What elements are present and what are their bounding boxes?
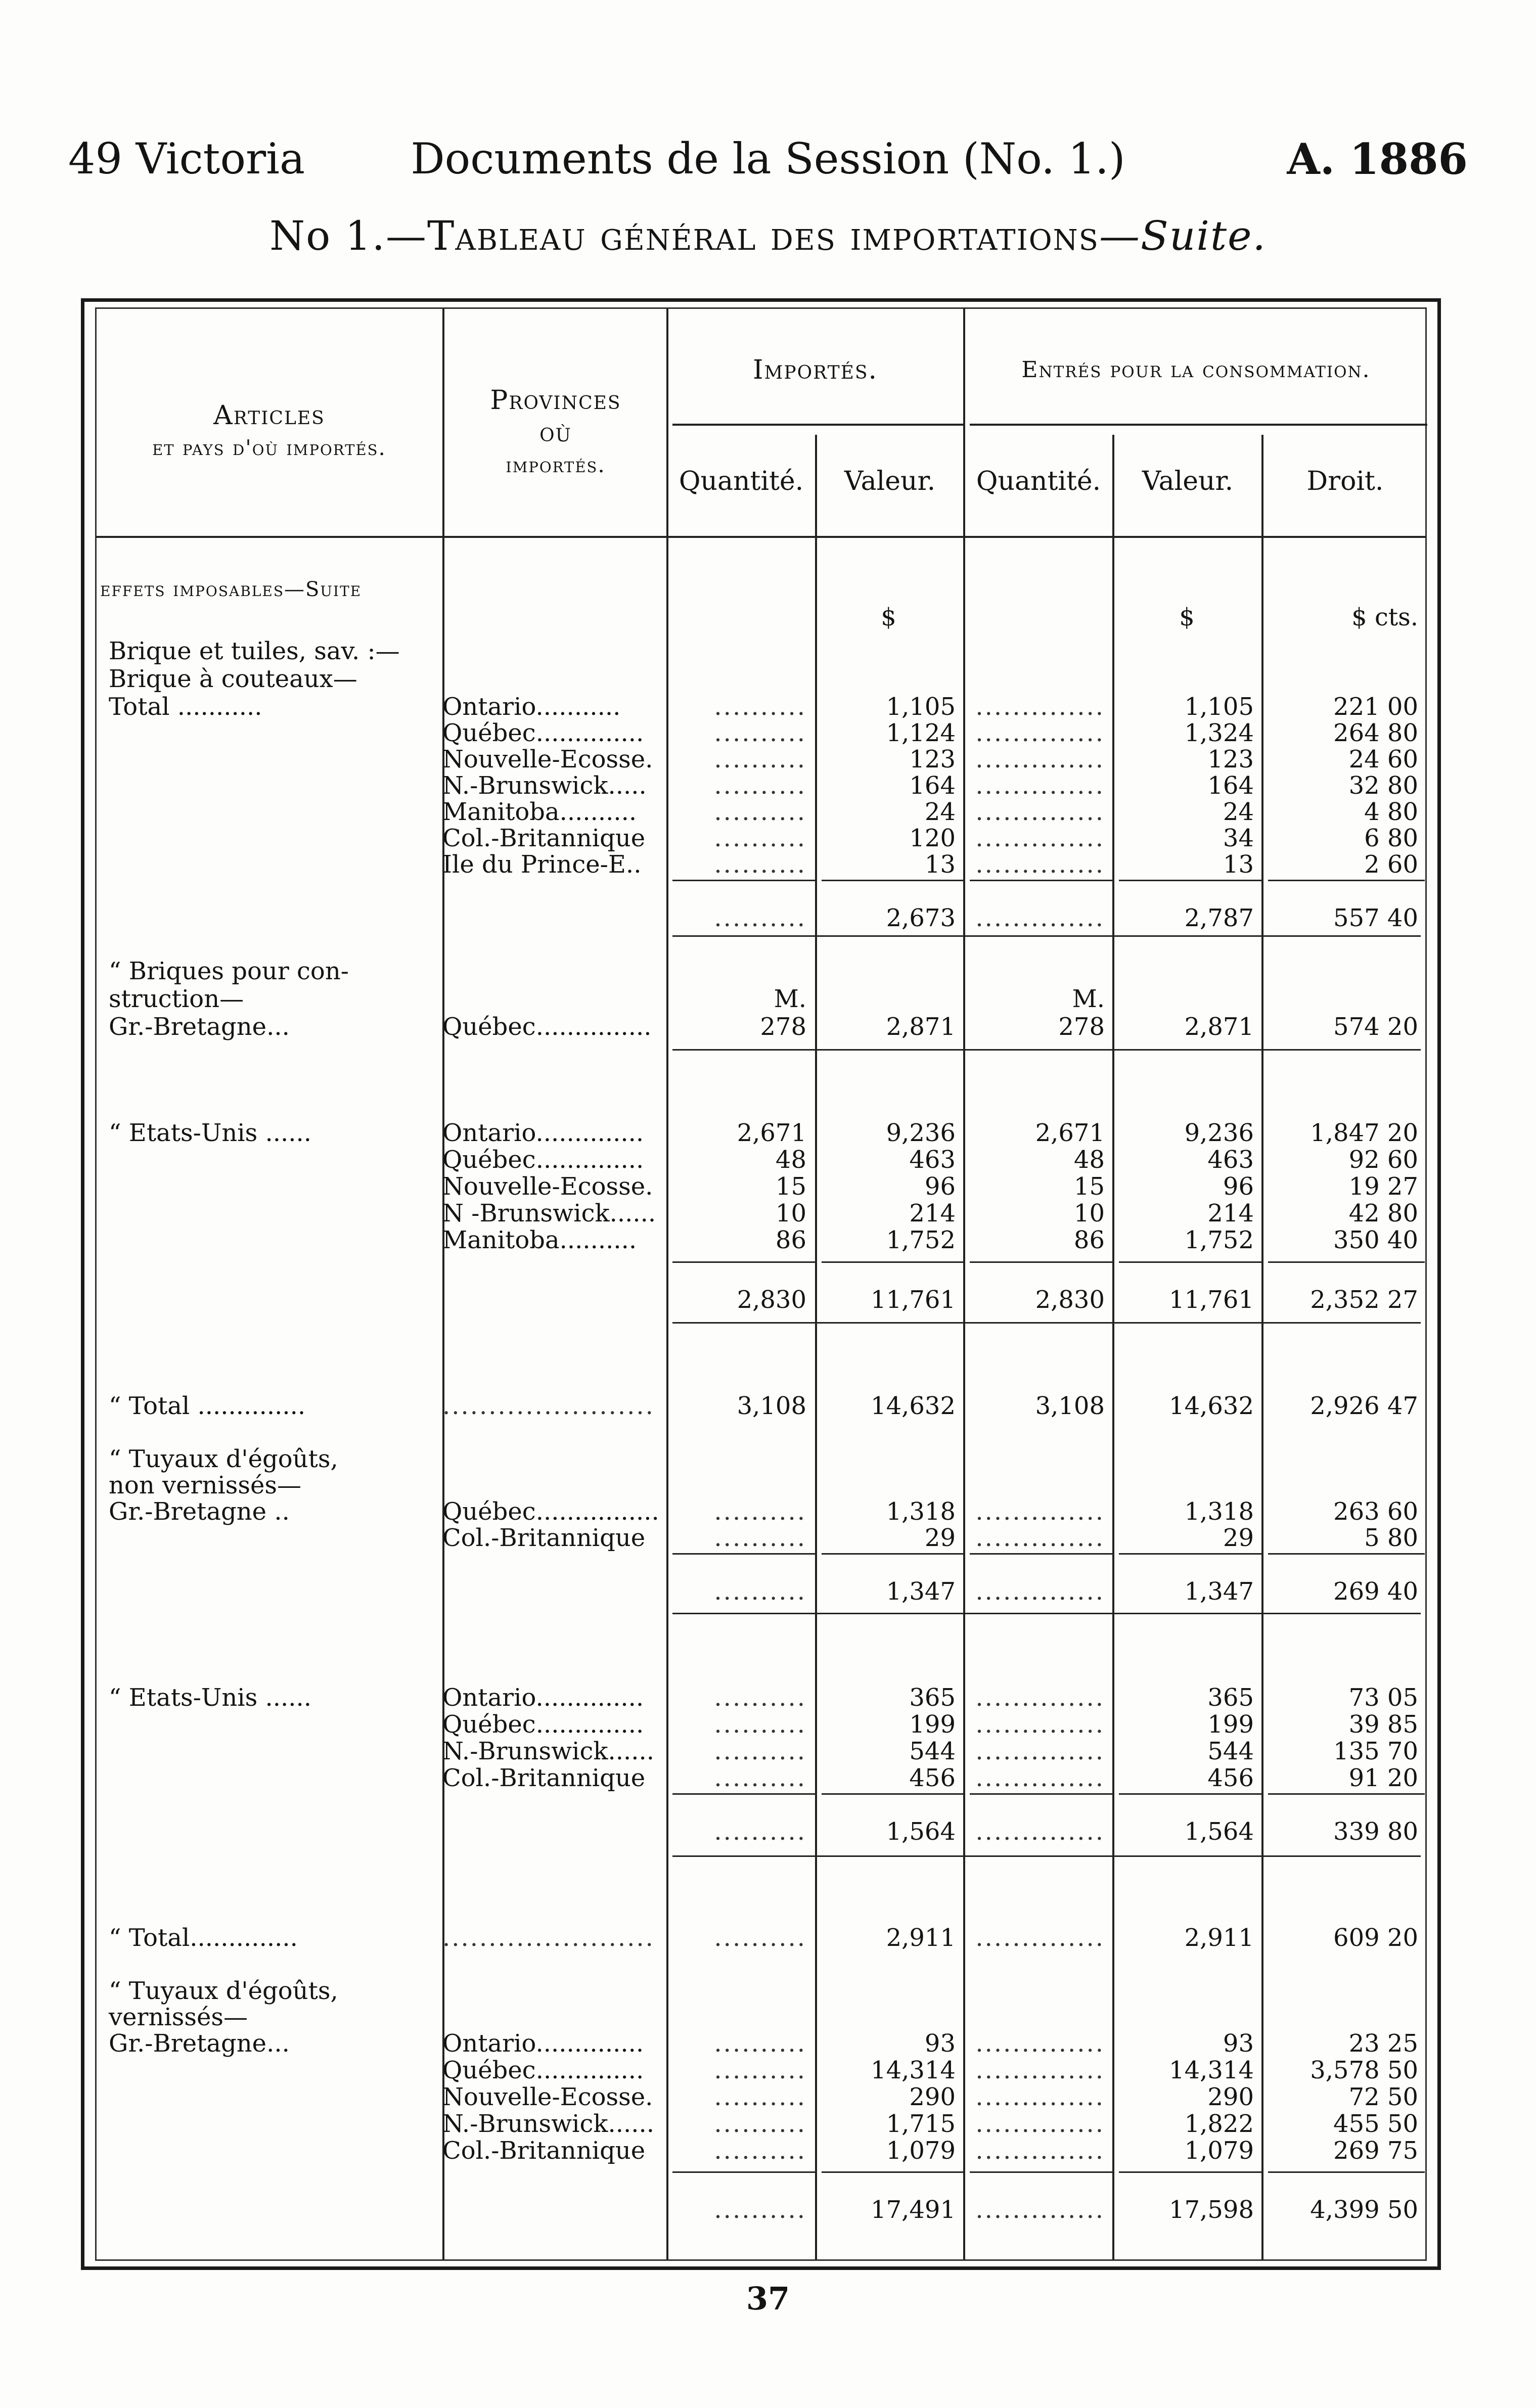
cell-d: 264 80	[1333, 719, 1418, 747]
header-center: Documents de la Session (No. 1.)	[411, 134, 1125, 184]
table-row	[0, 773, 1536, 799]
table-row	[0, 694, 1536, 720]
cell-q: ..........	[714, 1764, 806, 1792]
cell-art: “ Total..............	[109, 1924, 298, 1952]
cell-q: ..........	[714, 1684, 806, 1712]
cell-eq: ..............	[975, 1924, 1105, 1952]
cell-ev: 2,911	[1184, 1924, 1254, 1952]
cell-d: 269 75	[1333, 2137, 1418, 2165]
cell-eq: 2,671	[1035, 1119, 1105, 1147]
cell-v: 96	[924, 1172, 956, 1201]
unit-valeur: $	[881, 603, 896, 631]
cell-d: 135 70	[1333, 1737, 1418, 1765]
section-label: effets imposables—Suite	[100, 578, 362, 601]
cell-q: 10	[775, 1199, 806, 1228]
cell-ev: 123	[1207, 745, 1254, 774]
cell-d: 19 27	[1348, 1172, 1418, 1201]
cell-q: 48	[775, 1146, 806, 1174]
cell-d: 574 20	[1333, 1013, 1418, 1041]
cell-q: ..........	[714, 1577, 806, 1606]
table-row	[0, 986, 1536, 1012]
cell-prov: Col.-Britannique	[442, 2137, 646, 2165]
title-suffix: —Suite.	[1099, 212, 1267, 259]
table-row	[0, 666, 1536, 692]
cell-ev: 9,236	[1184, 1119, 1254, 1147]
cell-eq: ..............	[975, 719, 1105, 747]
cell-d: 72 50	[1348, 2083, 1418, 2111]
col-valeur: Valeur.	[844, 466, 936, 496]
cell-eq: ..............	[975, 693, 1105, 721]
cell-q: ..........	[714, 719, 806, 747]
cell-eq: 15	[1073, 1172, 1105, 1201]
cell-prov: Col.-Britannique	[442, 1524, 646, 1552]
cell-eq: ..............	[975, 798, 1105, 826]
cell-ev: 11,761	[1169, 1286, 1254, 1314]
cell-d: 221 00	[1333, 693, 1418, 721]
cell-ev: 199	[1207, 1710, 1254, 1739]
cell-q: 15	[775, 1172, 806, 1201]
cell-ev: 1,564	[1184, 1818, 1254, 1846]
cell-ev: 24	[1223, 798, 1254, 826]
cell-ev: 14,314	[1169, 2056, 1254, 2084]
subtotal-rule	[672, 1553, 815, 1555]
cell-d: 39 85	[1348, 1710, 1418, 1739]
cell-q: ..........	[714, 2196, 806, 2224]
cell-v: 544	[909, 1737, 956, 1765]
cell-v: 1,347	[886, 1577, 956, 1606]
cell-d: 23 25	[1348, 2029, 1418, 2058]
unit-droit: $ cts.	[1351, 603, 1418, 631]
cell-prov: .......................	[442, 1392, 655, 1420]
cell-prov: Québec................	[442, 1497, 659, 1526]
cell-art: “ Tuyaux d'égoûts,	[109, 1977, 338, 2005]
cell-prov: Nouvelle-Ecosse.	[442, 2083, 653, 2111]
cell-v: 456	[909, 1764, 956, 1792]
cell-eq: ..............	[975, 745, 1105, 774]
table-row	[0, 1765, 1536, 1791]
cell-art: non vernissés—	[109, 1471, 302, 1500]
col-valeur2: Valeur.	[1142, 466, 1234, 496]
cell-v: 14,314	[871, 2056, 956, 2084]
subtotal-rule	[1268, 1553, 1425, 1555]
cell-prov: Ontario..............	[442, 2029, 644, 2058]
table-row	[0, 1685, 1536, 1711]
cell-d: 2,926 47	[1310, 1392, 1418, 1420]
cell-v: 29	[924, 1524, 956, 1552]
header-left: 49 Victoria	[68, 134, 305, 184]
subtotal-rule	[1119, 880, 1261, 881]
cell-q: ..........	[714, 693, 806, 721]
cell-q: ..........	[714, 745, 806, 774]
cell-q: ..........	[714, 2110, 806, 2138]
cell-eq: ..............	[975, 1577, 1105, 1606]
cell-ev: 1,318	[1184, 1497, 1254, 1526]
table-row	[0, 1446, 1536, 1472]
group-rule	[672, 1049, 1421, 1051]
cell-d: 42 80	[1348, 1199, 1418, 1228]
table-row	[0, 746, 1536, 773]
subtotal-rule	[970, 880, 1112, 881]
cell-ev: 17,598	[1169, 2196, 1254, 2224]
subtotal-rule	[1268, 1793, 1425, 1795]
cell-ev: 14,632	[1169, 1392, 1254, 1420]
cell-q: ..........	[714, 1737, 806, 1765]
cell-d: 269 40	[1333, 1577, 1418, 1606]
table-row	[0, 1014, 1536, 1040]
table-row	[0, 799, 1536, 825]
table-row	[0, 720, 1536, 746]
subtotal-rule	[672, 1793, 815, 1795]
cell-prov: Québec...............	[442, 1013, 652, 1041]
subtotal-rule	[822, 2171, 964, 2173]
subtotal-rule	[970, 1261, 1112, 1263]
table-row	[0, 1819, 1536, 1845]
subtotal-rule	[1268, 2171, 1425, 2173]
group-rule	[672, 1855, 1421, 1857]
group-rule	[672, 935, 1421, 937]
cell-ev: 365	[1207, 1684, 1254, 1712]
cell-v: 2,673	[886, 904, 956, 932]
cell-eq: ..............	[975, 771, 1105, 800]
cell-v: 1,105	[886, 693, 956, 721]
cell-eq: ..............	[975, 1818, 1105, 1846]
cell-q: 278	[760, 1013, 806, 1041]
col-droit: Droit.	[1306, 466, 1384, 496]
cell-d: 91 20	[1348, 1764, 1418, 1792]
table-row	[0, 1200, 1536, 1226]
table-row	[0, 2030, 1536, 2057]
cell-prov: N.-Brunswick......	[442, 2110, 655, 2138]
table-row	[0, 1925, 1536, 1951]
subtotal-rule	[822, 880, 964, 881]
cell-q: ..........	[714, 1524, 806, 1552]
cell-ev: 1,324	[1184, 719, 1254, 747]
cell-prov: Ontario..............	[442, 1119, 644, 1147]
cell-v: 9,236	[886, 1119, 956, 1147]
cell-art: struction—	[109, 985, 244, 1013]
cell-q: ..........	[714, 2056, 806, 2084]
col-provinces-l3: importés.	[506, 452, 606, 477]
cell-v: 13	[924, 850, 956, 879]
table-row	[0, 638, 1536, 664]
table-row	[0, 2084, 1536, 2110]
cell-v: 365	[909, 1684, 956, 1712]
cell-eq: 48	[1073, 1146, 1105, 1174]
cell-ev: 93	[1223, 2029, 1254, 2058]
subtotal-rule	[1119, 1793, 1261, 1795]
col-articles-l1: Articles	[213, 400, 325, 431]
cell-d: 455 50	[1333, 2110, 1418, 2138]
cell-art: Brique à couteaux—	[109, 665, 357, 693]
cell-v: 1,124	[886, 719, 956, 747]
col-importes: Importés.	[752, 355, 878, 385]
cell-art: “ Tuyaux d'égoûts,	[109, 1445, 338, 1473]
subtotal-rule	[672, 880, 815, 881]
cell-v: 1,564	[886, 1818, 956, 1846]
cell-v: 199	[909, 1710, 956, 1739]
cell-q: ..........	[714, 1924, 806, 1952]
cell-prov: Nouvelle-Ecosse.	[442, 1172, 653, 1201]
cell-q: ..........	[714, 798, 806, 826]
cell-eq: 2,830	[1035, 1286, 1105, 1314]
unit-valeur2: $	[1179, 603, 1195, 631]
cell-ev: 164	[1207, 771, 1254, 800]
cell-art: Gr.-Bretagne...	[109, 1013, 290, 1041]
table-row	[0, 1498, 1536, 1525]
cell-v: 214	[909, 1199, 956, 1228]
cell-v: 164	[909, 771, 956, 800]
cell-ev: 1,079	[1184, 2137, 1254, 2165]
cell-q: ..........	[714, 2137, 806, 2165]
cell-d: 32 80	[1348, 771, 1418, 800]
cell-ev: 2,871	[1184, 1013, 1254, 1041]
cell-eq: 278	[1058, 1013, 1105, 1041]
cell-ev: 29	[1223, 1524, 1254, 1552]
table-row	[0, 825, 1536, 851]
cell-q: 2,671	[737, 1119, 806, 1147]
table-row	[0, 1147, 1536, 1173]
subtotal-rule	[1268, 1261, 1425, 1263]
table-row	[0, 1472, 1536, 1498]
col-entres: Entrés pour la consommation.	[1021, 357, 1371, 383]
cell-v: 2,911	[886, 1924, 956, 1952]
table-row	[0, 1978, 1536, 2004]
cell-ev: 13	[1223, 850, 1254, 879]
cell-v: 123	[909, 745, 956, 774]
cell-eq: 3,108	[1035, 1392, 1105, 1420]
cell-eq: ..............	[975, 1764, 1105, 1792]
cell-prov: Manitoba..........	[442, 1226, 637, 1254]
cell-art: Brique et tuiles, sav. :—	[109, 637, 400, 665]
cell-eq: ..............	[975, 1497, 1105, 1526]
table-row	[0, 905, 1536, 931]
cell-d: 1,847 20	[1310, 1119, 1418, 1147]
cell-d: 339 80	[1333, 1818, 1418, 1846]
cell-eq: ..............	[975, 2137, 1105, 2165]
col-articles-l2: et pays d'où importés.	[152, 435, 386, 460]
subtotal-rule	[672, 2171, 815, 2173]
cell-prov: N -Brunswick......	[442, 1199, 656, 1228]
cell-d: 5 80	[1364, 1524, 1418, 1552]
subtotal-rule	[1119, 2171, 1261, 2173]
table-row	[0, 1173, 1536, 1200]
cell-eq: ..............	[975, 824, 1105, 852]
cell-v: 17,491	[871, 2196, 956, 2224]
table-row	[0, 2138, 1536, 2164]
cell-ev: 290	[1207, 2083, 1254, 2111]
col-provinces-l2: où	[539, 418, 572, 448]
cell-art: Total ...........	[109, 693, 262, 721]
cell-q: 2,830	[737, 1286, 806, 1314]
cell-v: 1,318	[886, 1497, 956, 1526]
table-row	[0, 2057, 1536, 2083]
table-row	[0, 958, 1536, 984]
cell-art: “ Etats-Unis ......	[109, 1119, 312, 1147]
page-number: 37	[746, 2280, 790, 2317]
cell-v: 1,079	[886, 2137, 956, 2165]
cell-d: 557 40	[1333, 904, 1418, 932]
cell-v: 120	[909, 824, 956, 852]
table-row	[0, 2197, 1536, 2223]
cell-q: 3,108	[737, 1392, 806, 1420]
cell-art: vernissés—	[109, 2003, 248, 2031]
cell-q: ..........	[714, 1818, 806, 1846]
col-quantite2: Quantité.	[976, 466, 1101, 496]
cell-v: 11,761	[871, 1286, 956, 1314]
cell-v: 1,752	[886, 1226, 956, 1254]
group-rule	[672, 1322, 1421, 1324]
table-row	[0, 1120, 1536, 1146]
cell-q: 86	[775, 1226, 806, 1254]
cell-d: 92 60	[1348, 1146, 1418, 1174]
table-row	[0, 1393, 1536, 1419]
subtotal-rule	[1119, 1261, 1261, 1263]
cell-ev: 1,752	[1184, 1226, 1254, 1254]
cell-ev: 34	[1223, 824, 1254, 852]
cell-d: 350 40	[1333, 1226, 1418, 1254]
cell-eq: 10	[1073, 1199, 1105, 1228]
cell-v: 2,871	[886, 1013, 956, 1041]
cell-prov: Manitoba..........	[442, 798, 637, 826]
cell-q: ..........	[714, 904, 806, 932]
cell-eq: ..............	[975, 850, 1105, 879]
cell-prov: Ile du Prince-E..	[442, 850, 642, 879]
subtotal-rule	[1119, 1553, 1261, 1555]
table-row	[0, 1578, 1536, 1605]
cell-ev: 1,105	[1184, 693, 1254, 721]
cell-d: 609 20	[1333, 1924, 1418, 1952]
cell-eq: M.	[1072, 985, 1105, 1013]
cell-v: 1,715	[886, 2110, 956, 2138]
subtotal-rule	[822, 1553, 964, 1555]
cell-art: “ Etats-Unis ......	[109, 1684, 312, 1712]
cell-ev: 544	[1207, 1737, 1254, 1765]
cell-prov: Ontario...........	[442, 693, 621, 721]
cell-art: Gr.-Bretagne...	[109, 2029, 290, 2058]
col-provinces-l1: Provinces	[490, 385, 621, 416]
cell-q: ..........	[714, 824, 806, 852]
header-right: A. 1886	[1287, 134, 1468, 184]
cell-v: 463	[909, 1146, 956, 1174]
subtotal-rule	[970, 1793, 1112, 1795]
cell-ev: 2,787	[1184, 904, 1254, 932]
cell-eq: ..............	[975, 2110, 1105, 2138]
cell-prov: Québec..............	[442, 719, 644, 747]
table-row	[0, 1711, 1536, 1738]
cell-v: 24	[924, 798, 956, 826]
subtotal-rule	[970, 1553, 1112, 1555]
cell-eq: ..............	[975, 2083, 1105, 2111]
subtotal-rule	[1268, 880, 1425, 881]
cell-eq: ..............	[975, 904, 1105, 932]
cell-eq: 86	[1073, 1226, 1105, 1254]
cell-prov: Nouvelle-Ecosse.	[442, 745, 653, 774]
cell-q: M.	[774, 985, 806, 1013]
group-rule	[672, 1613, 1421, 1614]
cell-d: 4,399 50	[1310, 2196, 1418, 2224]
table-row	[0, 2004, 1536, 2030]
table-row	[0, 1525, 1536, 1551]
cell-ev: 1,822	[1184, 2110, 1254, 2138]
cell-eq: ..............	[975, 1710, 1105, 1739]
cell-ev: 463	[1207, 1146, 1254, 1174]
col-quantite: Quantité.	[679, 466, 804, 496]
cell-q: ..........	[714, 850, 806, 879]
cell-eq: ..............	[975, 1737, 1105, 1765]
cell-d: 263 60	[1333, 1497, 1418, 1526]
cell-prov: .......................	[442, 1924, 655, 1952]
cell-v: 14,632	[871, 1392, 956, 1420]
cell-prov: N.-Brunswick......	[442, 1737, 655, 1765]
cell-d: 2,352 27	[1310, 1286, 1418, 1314]
cell-ev: 1,347	[1184, 1577, 1254, 1606]
cell-ev: 96	[1223, 1172, 1254, 1201]
cell-art: Gr.-Bretagne ..	[109, 1497, 290, 1526]
cell-eq: ..............	[975, 2056, 1105, 2084]
cell-d: 73 05	[1348, 1684, 1418, 1712]
cell-eq: ..............	[975, 1684, 1105, 1712]
cell-prov: Québec..............	[442, 1146, 644, 1174]
cell-eq: ..............	[975, 1524, 1105, 1552]
cell-v: 93	[924, 2029, 956, 2058]
table-row	[0, 2111, 1536, 2137]
cell-q: ..........	[714, 771, 806, 800]
cell-v: 290	[909, 2083, 956, 2111]
cell-d: 24 60	[1348, 745, 1418, 774]
cell-q: ..........	[714, 1497, 806, 1526]
table-row	[0, 1227, 1536, 1253]
cell-art: “ Briques pour con-	[109, 957, 349, 985]
cell-eq: ..............	[975, 2029, 1105, 2058]
title-prefix: No 1.—	[269, 212, 428, 259]
cell-prov: N.-Brunswick.....	[442, 771, 647, 800]
table-row	[0, 851, 1536, 878]
cell-ev: 214	[1207, 1199, 1254, 1228]
subtotal-rule	[970, 2171, 1112, 2173]
cell-d: 6 80	[1364, 824, 1418, 852]
cell-d: 4 80	[1364, 798, 1418, 826]
cell-prov: Ontario..............	[442, 1684, 644, 1712]
cell-q: ..........	[714, 1710, 806, 1739]
cell-eq: ..............	[975, 2196, 1105, 2224]
title-main: Tableau général des importations	[427, 212, 1100, 259]
cell-d: 3,578 50	[1310, 2056, 1418, 2084]
cell-prov: Col.-Britannique	[442, 1764, 646, 1792]
cell-prov: Québec..............	[442, 1710, 644, 1739]
table-row	[0, 1738, 1536, 1764]
cell-d: 2 60	[1364, 850, 1418, 879]
cell-prov: Québec..............	[442, 2056, 644, 2084]
subtotal-rule	[822, 1261, 964, 1263]
table-row	[0, 1287, 1536, 1313]
cell-ev: 456	[1207, 1764, 1254, 1792]
subtotal-rule	[672, 1261, 815, 1263]
subtotal-rule	[822, 1793, 964, 1795]
cell-q: ..........	[714, 2029, 806, 2058]
cell-q: ..........	[714, 2083, 806, 2111]
cell-art: “ Total ..............	[109, 1392, 306, 1420]
cell-prov: Col.-Britannique	[442, 824, 646, 852]
